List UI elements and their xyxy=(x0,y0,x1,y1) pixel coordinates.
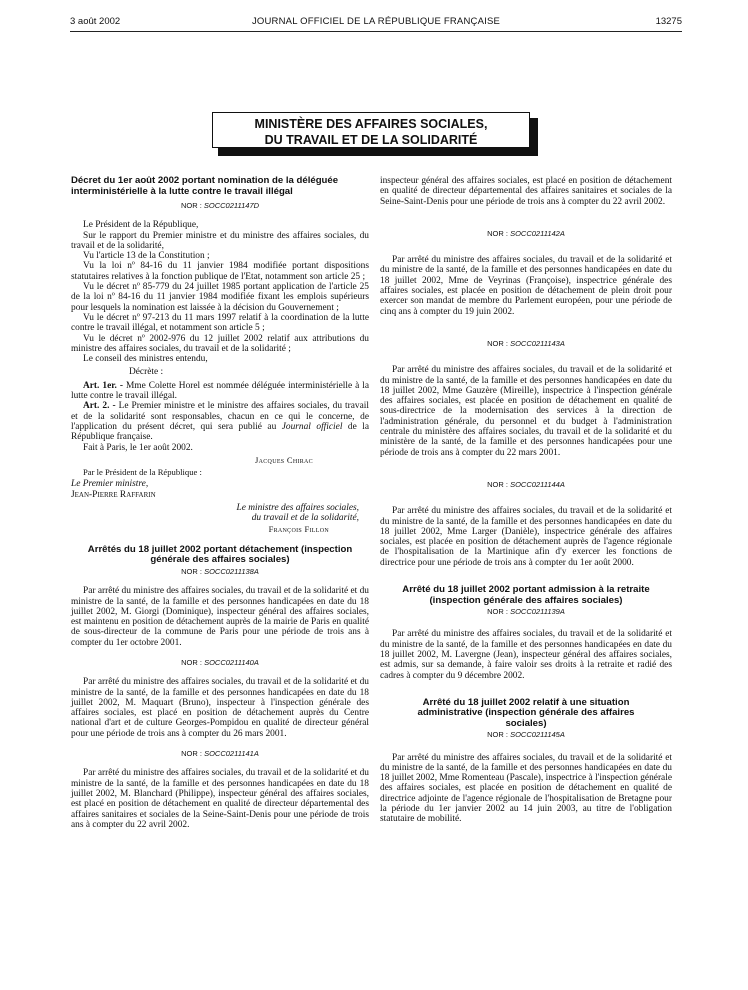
nor-140: NOR : SOCC0211140A xyxy=(181,657,259,667)
arrete-giorgi: Par arrêté du ministre des affaires sociales, du travail et de la solidarité et du ministre de la santé, de la famille et des personnes handicapées en date du 18 juillet 2002, M. Giorgi (Dominique), inspecteur général des affaires sociales, est maintenu en position de détachement auprès de la mairie de Paris en qualité de sous-directeur de la commune de Paris pour une période de trois ans à compter du 1er octobre 2001. xyxy=(71,586,369,648)
nor-143: NOR : SOCC0211143A xyxy=(487,338,565,348)
decret-para: Vu le décret nº 85-779 du 24 juillet 1985 portant application de l'article 25 de la loi nº 84-16 du 11 janvier 1984 modifiée fixant les emplois supérieurs pour lesquels la nomination est laissée à la décision du Gouvernement ; xyxy=(71,282,369,313)
article-2-label: Art. 2. - xyxy=(83,401,116,412)
nor-139: NOR : SOCC0211139A xyxy=(487,607,565,617)
fait-a-paris: Fait à Paris, le 1er août 2002. xyxy=(83,442,193,453)
signature-chirac: Jacques Chirac xyxy=(255,454,313,465)
decret-para: Sur le rapport du Premier ministre et du ministre des affaires sociales, du travail et de la solidarité, xyxy=(71,230,369,251)
ministre-line-2: du travail et de la solidarité, xyxy=(251,513,359,524)
header-page-number: 13275 xyxy=(655,16,682,27)
ministry-box xyxy=(212,112,542,158)
ministry-line-2: DU TRAVAIL ET DE LA SOLIDARITÉ xyxy=(264,133,478,147)
nor-142: NOR : SOCC0211142A xyxy=(487,228,565,238)
article-1: Art. 1er. - Mme Colette Horel est nommée déléguée interministérielle à la lutte contre le travail illégal. xyxy=(71,380,370,402)
decret-para: Vu le décret nº 97-213 du 11 mars 1997 relatif à la coordination de la lutte contre le travail illégal, et notamment son article 5 ; xyxy=(71,312,369,334)
par-le-president: Par le Président de la République : xyxy=(83,467,202,478)
header-journal: JOURNAL OFFICIEL DE LA RÉPUBLIQUE FRANÇAISE xyxy=(251,16,501,27)
decret-para: Le Président de la République, xyxy=(83,220,199,231)
ministry-line-1: MINISTÈRE DES AFFAIRES SOCIALES, xyxy=(254,117,488,131)
arrete-blanchard-continued: inspecteur général des affaires sociales, est placé en position de détachement en qualité de directeur départemental des affaires sanitaires et sociales de la Seine-Saint-Denis pour une période de trois ans à compter du 22 avril 2002. xyxy=(380,176,672,207)
ministry-title xyxy=(212,112,530,148)
premier-ministre: Le Premier ministre, xyxy=(71,479,149,490)
decret-para: Vu la loi nº 84-16 du 11 janvier 1984 modifiée portant dispositions statutaires relatives à la fonction publique de l'Etat, notamment son article 25 ; xyxy=(71,261,369,282)
article-1-label: Art. 1er. - xyxy=(83,380,123,391)
article-2: Art. 2. - Le Premier ministre et le ministre des affaires sociales, du travail et de la solidarité sont responsables, chacun en ce qui le concerne, de l'application du présent décret, qui sera publié au Journal officiel de la République française. xyxy=(71,401,369,443)
ministre-line-1: Le ministre des affaires sociales, xyxy=(236,503,359,514)
arrete-larger: Par arrêté du ministre des affaires sociales, du travail et de la solidarité et du ministre de la santé, de la famille et des personnes handicapées en date du 18 juillet 2002, Mme Larger (Danièle), inspectrice générale des affaires sociales, est placée en position de détachement auprès de l'agence régionale de l'hospitalisation de la Martinique afin d'y exercer les fonctions de directrice pour une période de trois ans à compter du 1er août 2000. xyxy=(380,506,672,568)
nor-145: NOR : SOCC0211145A xyxy=(487,730,565,740)
header-rule xyxy=(70,31,682,32)
header-date: 3 août 2002 xyxy=(70,16,121,27)
decret-nor: NOR : SOCC0211147D xyxy=(180,201,260,210)
decret-para: Le conseil des ministres entendu, xyxy=(83,354,208,365)
page-header xyxy=(70,16,682,30)
situation-title: Arrêté du 18 juillet 2002 relatif à une situation administrative (inspection générale des affaires sociales) xyxy=(417,696,635,729)
arrete-maquart: Par arrêté du ministre des affaires sociales, du travail et de la solidarité et du ministre de la santé, de la famille et des personnes handicapées en date du 18 juillet 2002, M. Maquart (Bruno), inspecteur à l'inspection générale des affaires sociales, est placé en position de détachement auprès du Centre national d'art et de culture Georges-Pompidou en qualité de directeur général pour une période de trois ans à compter du 26 mars 2001. xyxy=(71,677,369,739)
arretes-title: Arrêtés du 18 juillet 2002 portant détachement (inspection générale des affaires sociales) xyxy=(87,543,353,566)
right-column xyxy=(380,176,672,825)
arrete-blanchard: Par arrêté du ministre des affaires sociales, du travail et de la solidarité et du ministre de la santé, de la famille et des personnes handicapées en date du 18 juillet 2002, M. Blanchard (Philippe), inspecteur général des affaires sociales, est placé en position de détachement en qualité de directeur départemental des affaires sanitaires et sociales de la Seine-Saint-Denis pour une période de trois ans à compter du 22 avril 2002. xyxy=(71,768,369,830)
signature-fillon: François Fillon xyxy=(268,523,329,534)
signature-raffarin: Jean-Pierre Raffarin xyxy=(71,489,156,500)
nor-138: NOR : SOCC0211138A xyxy=(181,566,259,576)
decret-para: Vu l'article 13 de la Constitution ; xyxy=(83,251,210,262)
arrete-veyrinas: Par arrêté du ministre des affaires sociales, du travail et de la solidarité et du ministre de la santé, de la famille et des personnes handicapées en date du 18 juillet 2002, Mme de Veyrinas (Françoise), inspectrice générale des affaires sociales, est placée en position de détachement de plein droit pour exercer son mandat de membre du Parlement européen, pour une période de cinq ans à compter du 19 juin 2002. xyxy=(380,255,672,317)
nor-144: NOR : SOCC0211144A xyxy=(487,479,565,489)
nor-141: NOR : SOCC0211141A xyxy=(181,749,259,759)
decrete: Décrète : xyxy=(129,367,164,378)
retraite-title: Arrêté du 18 juillet 2002 portant admission à la retraite (inspection générale des affaires sociales) xyxy=(402,584,650,606)
left-column xyxy=(71,175,370,830)
arrete-gauzere: Par arrêté du ministre des affaires sociales, du travail et de la solidarité et du ministre de la santé, de la famille et des personnes handicapées en date du 18 juillet 2002, Mme Gauzère (Mireille), inspectrice à l'inspection générale des affaires sociales, est placée en position de détachement en qualité de sous-directrice de la modernisation des services à la direction de l'administration générale, du personnel et du budget à l'administration centrale du ministère des affaires sociales, du travail et de la solidarité et du ministère de la santé, de la famille et des personnes handicapées pour une période de trois ans à compter du 22 mars 2001. xyxy=(380,365,672,458)
arrete-romenteau: Par arrêté du ministre des affaires sociales, du travail et de la solidarité et du ministre de la santé, de la famille et des personnes handicapées en date du 18 juillet 2002, Mme Romenteau (Pascale), inspectrice à l'inspection générale des affaires sociales, est placée en position de détachement en qualité de directrice adjointe de l'agence régionale de l'hospitalisation de Bretagne pour la période du 1er janvier 2002 au 14 juin 2003, au titre de l'obligation statutaire de mobilité. xyxy=(380,752,672,825)
arrete-lavergne: Par arrêté du ministre des affaires sociales, du travail et de la solidarité et du ministre de la santé, de la famille et des personnes handicapées en date du 18 juillet 2002, M. Lavergne (Jean), inspecteur général des affaires sociales, est admis, sur sa demande, à faire valoir ses droits à la retraite et radié des cadres à compter du 9 décembre 2002. xyxy=(380,629,672,681)
decret-title: Décret du 1er août 2002 portant nomination de la déléguée interministérielle à la lutte contre le travail illégal xyxy=(71,175,339,197)
decret-para: Vu le décret nº 2002-976 du 12 juillet 2002 relatif aux attributions du ministre des affaires sociales, du travail et de la solidarité ; xyxy=(71,333,369,354)
